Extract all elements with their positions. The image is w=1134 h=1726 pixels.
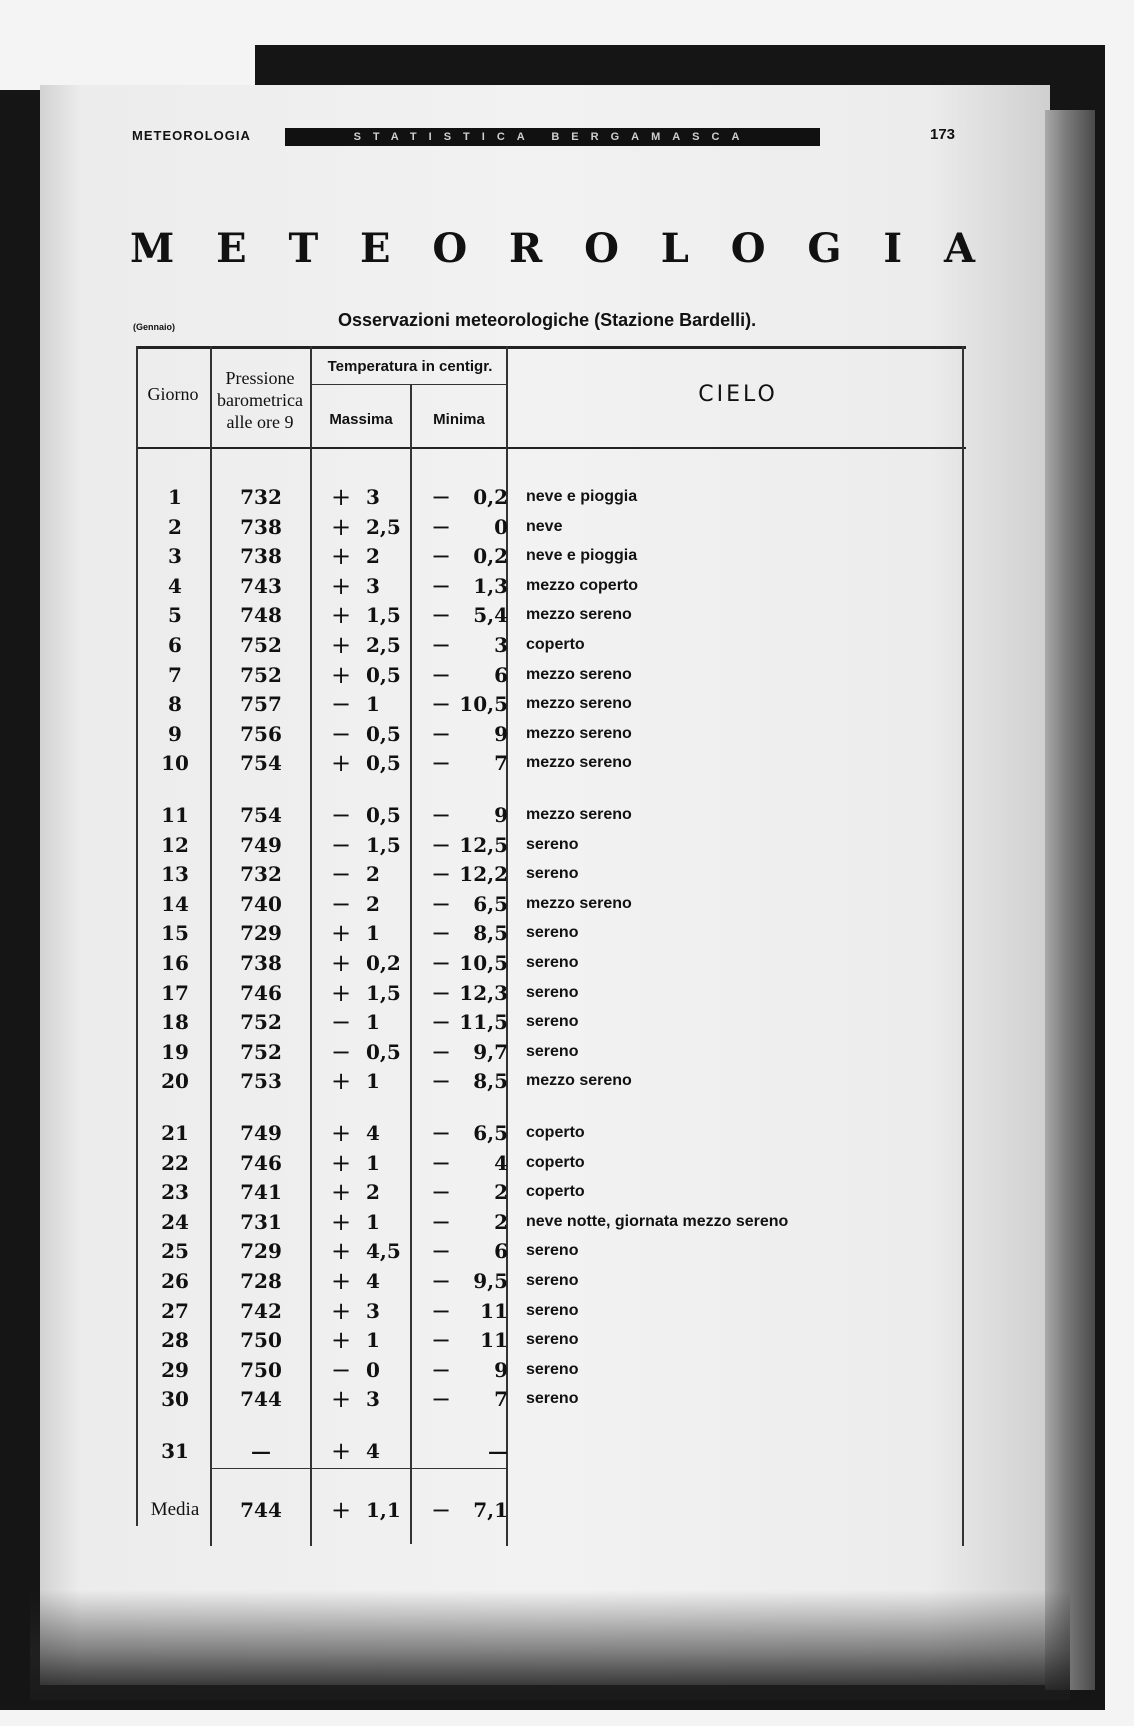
min-cell: 2 [494, 1209, 508, 1234]
pressure-cell: 754 [240, 803, 282, 827]
sky-cell: coperto [526, 636, 585, 653]
sky-cell: mezzo sereno [526, 665, 632, 683]
table-row [0, 918, 1134, 948]
min-cell: 6 [494, 1239, 508, 1264]
mean-min: 7,1 [473, 1498, 508, 1522]
max-cell: 1 [366, 1150, 380, 1175]
pressure-cell: 738 [240, 951, 282, 975]
table-row [0, 660, 1134, 690]
day-cell: 28 [161, 1328, 189, 1353]
max-cell: 1 [366, 1328, 380, 1353]
pressure-cell: 754 [240, 751, 282, 776]
sky-cell: mezzo sereno [526, 606, 632, 624]
table-row [0, 1037, 1134, 1067]
max-sign-cell: − [330, 1355, 352, 1384]
max-cell: 1,5 [366, 603, 401, 628]
max-cell: 4 [366, 1269, 380, 1293]
sky-cell: mezzo sereno [526, 724, 632, 742]
table-row [0, 748, 1134, 778]
max-sign-cell: − [330, 719, 352, 748]
pressure-cell: 750 [240, 1328, 282, 1353]
max-cell: 0 [366, 1357, 380, 1382]
page-title [130, 225, 975, 272]
min-sign-cell: − [430, 1008, 452, 1037]
max-cell: 2 [366, 891, 380, 916]
pressure-cell: 738 [240, 514, 282, 539]
pressure-cell: 746 [240, 1150, 282, 1175]
header-max: Massima [329, 411, 393, 428]
day-cell: 25 [161, 1239, 189, 1264]
min-cell: 9 [494, 1357, 508, 1382]
min-cell: 7 [494, 1387, 508, 1412]
pressure-cell: 729 [240, 921, 282, 946]
sky-cell: sereno [526, 983, 579, 1001]
table-row [0, 689, 1134, 719]
max-cell: 3 [366, 485, 380, 509]
max-cell: 4,5 [366, 1239, 401, 1264]
max-sign-cell: − [330, 1008, 352, 1037]
max-sign-cell: + [330, 1067, 352, 1096]
table-row [0, 482, 1134, 512]
table-row [0, 1436, 1134, 1466]
sky-cell: sereno [526, 924, 579, 942]
pressure-cell: 752 [240, 1010, 282, 1035]
day-cell: 18 [161, 1010, 189, 1035]
sky-cell: mezzo coperto [526, 576, 639, 594]
min-cell: 8,5 [473, 1069, 508, 1094]
pressure-cell: 750 [240, 1357, 282, 1382]
max-sign-cell: + [330, 749, 352, 778]
pressure-cell: 742 [240, 1298, 282, 1323]
min-sign-cell: − [430, 1267, 452, 1295]
max-sign-cell: + [330, 1326, 352, 1355]
min-cell: 0,2 [473, 485, 508, 509]
day-cell: 13 [161, 862, 189, 887]
min-sign-cell: − [430, 1037, 452, 1066]
sky-cell: sereno [526, 1042, 579, 1060]
max-sign-cell: + [330, 512, 352, 541]
max-cell: 1 [366, 921, 380, 946]
max-cell: 4 [366, 1439, 380, 1463]
sky-cell: mezzo sereno [526, 695, 632, 713]
title-letter: I [883, 225, 903, 272]
sky-cell: neve [526, 517, 563, 535]
sky-cell: sereno [526, 1013, 579, 1031]
sky-cell: coperto [526, 1183, 585, 1201]
sky-cell: neve e pioggia [526, 547, 638, 565]
max-sign-cell: + [330, 601, 352, 630]
min-sign-cell: − [430, 631, 452, 659]
table-row [0, 978, 1134, 1008]
pressure-cell: 752 [240, 662, 282, 687]
pressure-cell: 743 [240, 573, 282, 598]
table-row [0, 1266, 1134, 1296]
min-sign-cell: − [430, 512, 452, 541]
table-row [0, 1066, 1134, 1096]
min-cell: 12,5 [459, 832, 508, 857]
max-cell: 0,5 [366, 1039, 401, 1064]
min-cell: 7 [494, 751, 508, 776]
day-cell: 5 [168, 603, 182, 628]
table-row [0, 600, 1134, 630]
month-label: (Gennaio) [133, 322, 175, 332]
page-bottom-shadow [30, 1590, 1070, 1700]
min-cell: 6,5 [473, 891, 508, 916]
title-letter: T [288, 225, 319, 272]
pressure-cell: 749 [240, 1121, 282, 1145]
min-cell: 2 [494, 1180, 508, 1205]
table-row [0, 1177, 1134, 1207]
table-row [0, 1384, 1134, 1414]
header-day: Giorno [147, 384, 199, 404]
max-cell: 2,5 [366, 514, 401, 539]
max-sign-cell: + [330, 1207, 352, 1236]
day-cell: 31 [161, 1439, 189, 1463]
min-sign-cell: − [430, 889, 452, 918]
mean-pressure: 744 [240, 1498, 282, 1522]
table-row [0, 1355, 1134, 1385]
day-cell: 6 [168, 633, 182, 657]
pressure-cell: 741 [240, 1180, 282, 1205]
min-cell: 11,5 [459, 1010, 508, 1035]
min-sign-cell: − [430, 1119, 452, 1147]
min-sign-cell: − [430, 1067, 452, 1096]
pressure-cell: 752 [240, 1039, 282, 1064]
min-sign-cell: − [430, 601, 452, 630]
sky-cell: sereno [526, 865, 579, 883]
max-cell: 0,5 [366, 803, 401, 827]
max-sign-cell: + [330, 660, 352, 689]
min-sign-cell: − [430, 1178, 452, 1207]
day-cell: 19 [161, 1039, 189, 1064]
min-cell: 11 [480, 1298, 508, 1323]
min-cell: 0,2 [473, 544, 508, 569]
title-letter: O [584, 225, 619, 272]
pressure-cell: 731 [240, 1209, 282, 1234]
header-pressure-1: Pressione [225, 368, 295, 388]
min-sign-cell: − [430, 1355, 452, 1384]
table-row [0, 800, 1134, 830]
sky-cell: sereno [526, 1272, 579, 1289]
table-caption: Osservazioni meteorologiche (Stazione Bardelli). [338, 310, 757, 330]
max-cell: 2 [366, 862, 380, 887]
max-sign-cell: + [330, 1437, 352, 1465]
min-sign-cell: − [430, 1296, 452, 1325]
header-temperature: Temperatura in centigr. [327, 358, 493, 375]
max-cell: 3 [366, 573, 380, 598]
max-sign-cell: + [330, 919, 352, 948]
day-cell: 9 [168, 721, 182, 746]
max-cell: 0,2 [366, 951, 401, 975]
max-cell: 0,5 [366, 751, 401, 776]
min-sign-cell: − [430, 749, 452, 778]
header-sky: CIELO [698, 382, 778, 407]
day-cell: 15 [161, 921, 189, 946]
day-cell: 27 [161, 1298, 189, 1323]
max-sign-cell: + [330, 1237, 352, 1266]
day-cell: 26 [161, 1269, 189, 1293]
min-sign-cell: − [430, 1148, 452, 1177]
min-cell: 10,5 [459, 692, 508, 717]
pressure-cell: 756 [240, 721, 282, 746]
min-cell: 9 [494, 803, 508, 827]
table-top-rule [136, 346, 966, 349]
table-row [0, 719, 1134, 749]
day-cell: 10 [161, 751, 189, 776]
max-sign-cell: − [330, 1037, 352, 1066]
pressure-cell: — [251, 1439, 271, 1463]
table-row [0, 512, 1134, 542]
min-cell: 5,4 [473, 603, 508, 628]
pressure-cell: 732 [240, 485, 282, 509]
max-sign-cell: + [330, 1119, 352, 1147]
mean-min-sign: − [430, 1496, 452, 1524]
max-sign-cell: − [330, 830, 352, 859]
max-sign-cell: + [330, 1385, 352, 1414]
min-cell: 4 [494, 1150, 508, 1175]
table-row [0, 830, 1134, 860]
max-sign-cell: + [330, 571, 352, 600]
max-sign-cell: + [330, 949, 352, 977]
max-cell: 4 [366, 1121, 380, 1145]
max-cell: 2 [366, 544, 380, 569]
sky-cell: sereno [526, 954, 579, 971]
running-header-banner: STATISTICA BERGAMASCA [285, 128, 820, 146]
min-sign-cell: − [430, 483, 452, 511]
mean-max: 1,1 [366, 1498, 401, 1522]
day-cell: 14 [161, 891, 189, 916]
min-sign-cell: − [430, 949, 452, 977]
mean-max-sign: + [330, 1496, 352, 1524]
min-sign-cell: − [430, 919, 452, 948]
day-cell: 8 [168, 692, 182, 717]
min-sign-cell: − [430, 860, 452, 889]
day-cell: 20 [161, 1069, 189, 1094]
max-sign-cell: + [330, 1178, 352, 1207]
sky-cell: neve e pioggia [526, 488, 638, 505]
min-sign-cell: − [430, 571, 452, 600]
table-row [0, 859, 1134, 889]
mean-label: Media [150, 1499, 200, 1520]
max-cell: 1 [366, 1209, 380, 1234]
max-cell: 0,5 [366, 662, 401, 687]
pressure-cell: 740 [240, 891, 282, 916]
header-pressure-2: barometrica [217, 390, 303, 410]
min-sign-cell: − [430, 1207, 452, 1236]
min-cell: 9,7 [473, 1039, 508, 1064]
title-letter: M [130, 225, 175, 272]
pressure-cell: 749 [240, 832, 282, 857]
max-sign-cell: + [330, 542, 352, 571]
min-cell: 3 [494, 633, 508, 657]
table-row [0, 1007, 1134, 1037]
min-cell: — [488, 1439, 508, 1463]
max-sign-cell: − [330, 801, 352, 829]
max-cell: 1,5 [366, 980, 401, 1005]
day-cell: 30 [161, 1387, 189, 1412]
min-cell: 9 [494, 721, 508, 746]
min-cell: 11 [480, 1328, 508, 1353]
max-cell: 1,5 [366, 832, 401, 857]
min-sign-cell: − [430, 830, 452, 859]
table-row [0, 1118, 1134, 1148]
day-cell: 29 [161, 1357, 189, 1382]
title-letter: L [660, 225, 689, 272]
pressure-cell: 746 [240, 980, 282, 1005]
pressure-cell: 738 [240, 544, 282, 569]
page-number: 173 [930, 126, 956, 143]
pressure-cell: 757 [240, 692, 282, 717]
min-sign-cell: − [430, 1385, 452, 1414]
max-cell: 0,5 [366, 721, 401, 746]
table-row [0, 889, 1134, 919]
min-sign-cell: − [430, 719, 452, 748]
title-letter: E [216, 225, 247, 272]
max-cell: 3 [366, 1298, 380, 1323]
max-sign-cell: + [330, 631, 352, 659]
min-sign-cell: − [430, 1237, 452, 1266]
pressure-cell: 753 [240, 1069, 282, 1094]
sky-cell: mezzo sereno [526, 754, 632, 772]
min-cell: 12,3 [459, 980, 508, 1005]
sky-cell: sereno [526, 1242, 579, 1260]
max-sign-cell: − [330, 690, 352, 719]
title-letter: O [432, 225, 468, 272]
max-sign-cell: − [330, 889, 352, 918]
day-cell: 17 [161, 980, 189, 1005]
mean-row [0, 1495, 1134, 1525]
day-cell: 12 [161, 832, 189, 857]
running-header-section: METEOROLOGIA [132, 128, 251, 143]
title-letter: A [943, 225, 975, 272]
scan-margin [0, 45, 255, 90]
table-row [0, 1325, 1134, 1355]
title-letter: G [807, 225, 842, 272]
min-sign-cell: − [430, 542, 452, 571]
day-cell: 16 [161, 951, 189, 975]
day-cell: 3 [168, 544, 182, 569]
min-cell: 6 [494, 662, 508, 687]
day-cell: 22 [161, 1150, 189, 1175]
table-row [0, 1207, 1134, 1237]
max-cell: 2,5 [366, 633, 401, 657]
header-pressure-3: alle ore 9 [226, 412, 294, 432]
table-row [0, 1236, 1134, 1266]
min-sign-cell: − [430, 1326, 452, 1355]
sky-cell: coperto [526, 1153, 585, 1171]
min-cell: 0 [494, 514, 508, 539]
max-sign-cell: + [330, 483, 352, 511]
day-cell: 24 [161, 1209, 189, 1234]
day-cell: 4 [168, 573, 182, 598]
min-cell: 1,3 [473, 573, 508, 598]
day-cell: 21 [161, 1121, 189, 1145]
day-cell: 11 [161, 803, 189, 827]
max-cell: 1 [366, 1010, 380, 1035]
title-letter: O [730, 225, 766, 272]
sky-cell: sereno [526, 835, 579, 853]
sky-cell: sereno [526, 1360, 579, 1378]
pressure-cell: 729 [240, 1239, 282, 1264]
max-sign-cell: − [330, 860, 352, 889]
min-sign-cell: − [430, 690, 452, 719]
table-header-rule [136, 447, 966, 449]
pressure-cell: 728 [240, 1269, 282, 1293]
pressure-cell: 748 [240, 603, 282, 628]
min-cell: 6,5 [473, 1121, 508, 1145]
max-cell: 1 [366, 692, 380, 717]
sky-cell: sereno [526, 1390, 579, 1408]
sky-cell: mezzo sereno [526, 806, 632, 823]
max-sign-cell: + [330, 1148, 352, 1177]
sky-cell: sereno [526, 1301, 579, 1319]
table-row [0, 1148, 1134, 1178]
max-sign-cell: + [330, 978, 352, 1007]
min-cell: 12,2 [459, 862, 508, 887]
max-cell: 2 [366, 1180, 380, 1205]
sky-cell: neve notte, giornata mezzo sereno [526, 1212, 789, 1230]
min-sign-cell: − [430, 978, 452, 1007]
mean-separator-rule [210, 1468, 508, 1469]
max-cell: 3 [366, 1387, 380, 1412]
day-cell: 2 [168, 514, 182, 539]
min-sign-cell: − [430, 801, 452, 829]
min-cell: 9,5 [473, 1269, 508, 1293]
max-sign-cell: + [330, 1267, 352, 1295]
pressure-cell: 732 [240, 862, 282, 887]
table-row [0, 571, 1134, 601]
table-row [0, 541, 1134, 571]
pressure-cell: 752 [240, 633, 282, 657]
day-cell: 23 [161, 1180, 189, 1205]
sky-cell: coperto [526, 1124, 585, 1141]
min-cell: 10,5 [459, 951, 508, 975]
title-letter: R [509, 225, 543, 272]
min-sign-cell: − [430, 660, 452, 689]
max-cell: 1 [366, 1069, 380, 1094]
table-row [0, 1296, 1134, 1326]
max-sign-cell: + [330, 1296, 352, 1325]
pressure-cell: 744 [240, 1387, 282, 1412]
title-letter: E [360, 225, 391, 272]
table-row [0, 948, 1134, 978]
day-cell: 1 [168, 485, 182, 509]
day-cell: 7 [168, 662, 182, 687]
sky-cell: sereno [526, 1331, 579, 1349]
min-cell: 8,5 [473, 921, 508, 946]
table-row [0, 630, 1134, 660]
sky-cell: mezzo sereno [526, 894, 632, 912]
header-min: Minima [433, 411, 485, 428]
sky-cell: mezzo sereno [526, 1072, 632, 1090]
